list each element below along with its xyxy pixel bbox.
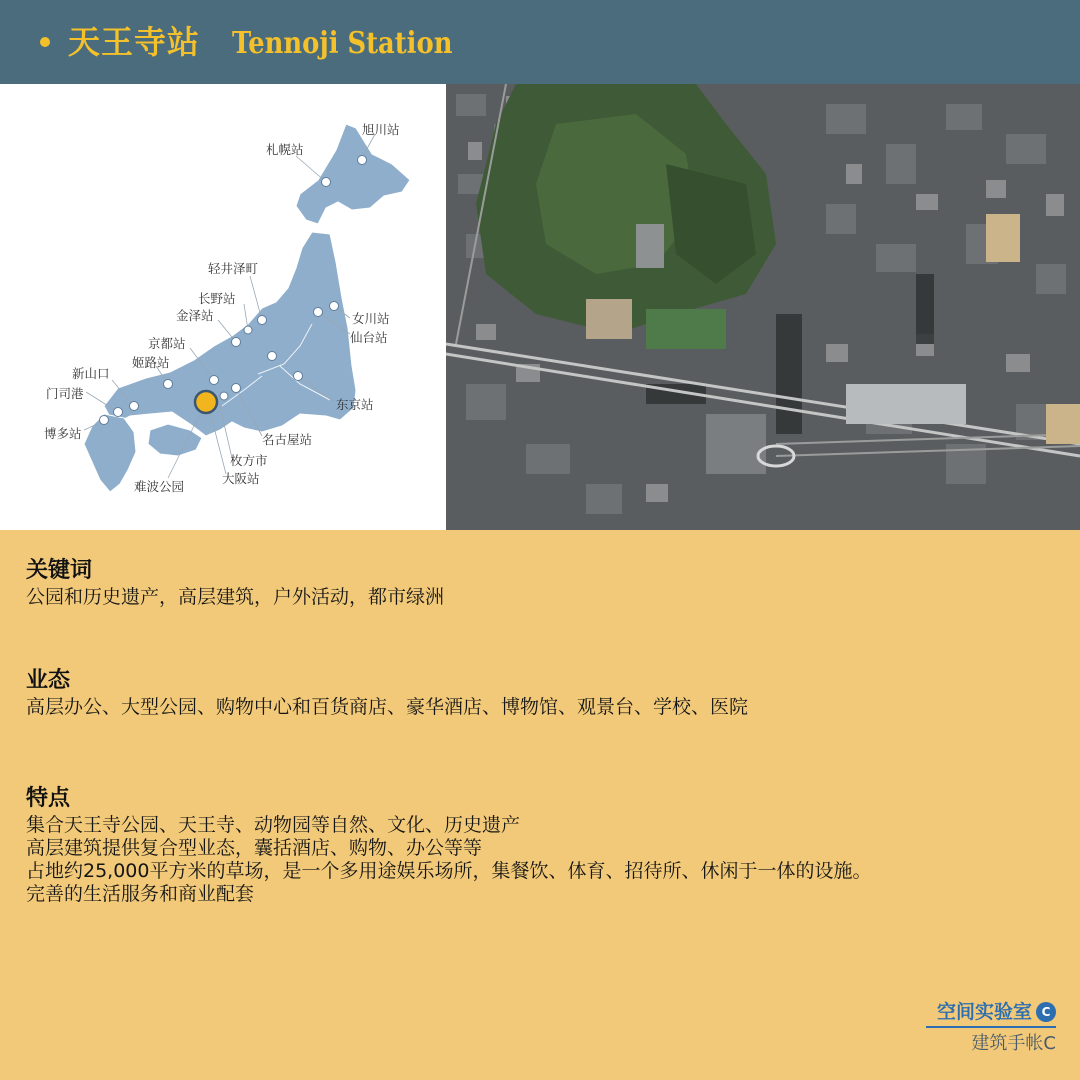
label-himeji: 姬路站 <box>132 355 170 370</box>
brand-underline <box>926 1026 1056 1028</box>
label-onagawa: 女川站 <box>352 311 390 326</box>
keywords-section <box>26 556 444 609</box>
keywords-text: 公园和历史遗产，高层建筑，户外活动，都市绿洲 <box>26 586 445 608</box>
features-line-1: 集合天王寺公园、天王寺、动物园等自然、文化、历史遗产 <box>26 814 521 836</box>
brand-logo <box>916 998 1056 1056</box>
business-section <box>26 666 748 719</box>
label-karuizawa: 轻井泽町 <box>208 261 259 276</box>
bullet-dot-icon <box>40 37 50 47</box>
label-hakata: 博多站 <box>44 426 82 441</box>
label-nagano: 长野站 <box>198 291 236 306</box>
features-section <box>26 784 871 906</box>
features-line-2: 高层建筑提供复合型业态，囊括酒店、购物、办公等等 <box>26 837 483 859</box>
features-line-3: 占地约25,000平方米的草场，是一个多用途娱乐场所，集餐饮、体育、招待所、休闲于一体的设施。 <box>26 860 872 882</box>
label-sapporo: 札幌站 <box>266 142 304 157</box>
shikoku-shape <box>148 424 202 456</box>
aerial-photo <box>446 84 1080 530</box>
page-title-en: Tennoji Station <box>232 26 453 61</box>
aerial-photo-graphic <box>446 84 1080 530</box>
japan-station-map <box>0 84 446 530</box>
label-osaka: 大阪站 <box>222 471 260 486</box>
header-bar <box>0 0 1080 84</box>
label-kanazawa: 金泽站 <box>176 308 214 323</box>
label-tokyo: 东京站 <box>336 397 374 412</box>
label-nagoya: 名古屋站 <box>262 432 313 447</box>
label-shinyamaguchi: 新山口 <box>72 366 110 381</box>
keywords-heading: 关键词 <box>26 558 93 583</box>
label-asahikawa: 旭川站 <box>362 122 400 137</box>
tennoji-highlight-dot <box>195 391 217 413</box>
page-title-cn: 天王寺站 <box>68 23 201 61</box>
label-hirakata: 枚方市 <box>230 453 268 468</box>
brand-c-mark-icon: C <box>1036 1002 1056 1022</box>
japan-map-graphic <box>0 84 446 530</box>
hokkaido-shape <box>296 124 410 224</box>
label-mojiko: 门司港 <box>46 386 84 401</box>
kyushu-shape <box>84 414 136 492</box>
brand-subtitle: 建筑手帐C <box>971 1033 1056 1054</box>
features-heading: 特点 <box>26 786 71 811</box>
label-sendai: 仙台站 <box>350 330 388 345</box>
brand-name: 空间实验室 C <box>916 998 1056 1026</box>
label-kyoto: 京都站 <box>148 336 186 351</box>
business-text: 高层办公、大型公园、购物中心和百货商店、豪华酒店、博物馆、观景台、学校、医院 <box>26 696 749 718</box>
features-line-4: 完善的生活服务和商业配套 <box>26 883 255 905</box>
business-heading: 业态 <box>26 668 71 693</box>
label-namba-park: 难波公园 <box>134 479 185 494</box>
